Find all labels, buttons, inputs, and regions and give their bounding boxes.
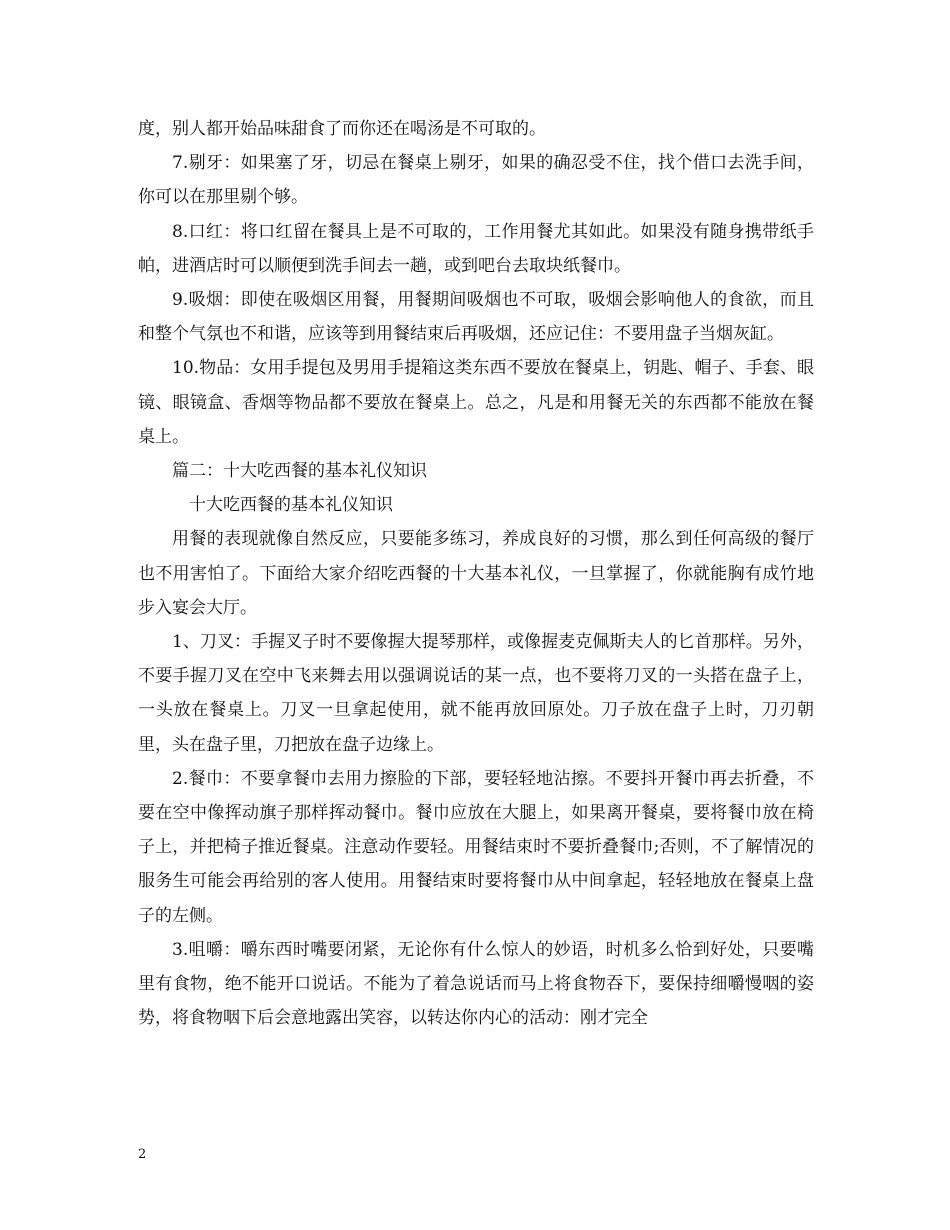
paragraph-intro: 用餐的表现就像自然反应，只要能多练习，养成良好的习惯，那么到任何高级的餐厅也不用害怕了。下面给大家介绍吃西餐的十大基本礼仪，一旦掌握了，你就能胸有成竹地步入宴会大厅。 — [138, 529, 814, 618]
paragraph-smoking: 9.吸烟：即使在吸烟区用餐，用餐期间吸烟也不可取，吸烟会影响他人的食欲，而且和整个气氛也不和谐，应该等到用餐结束后再吸烟，还应记住：不要用盘子当烟灰缸。 — [138, 290, 814, 345]
paragraph-belongings: 10.物品：女用手提包及男用手提箱这类东西不要放在餐桌上，钥匙、帽子、手套、眼镜、眼镜盒、香烟等物品都不要放在餐桌上。总之，凡是和用餐无关的东西都不能放在餐桌上。 — [138, 358, 814, 447]
paragraph-knife-fork: 1、刀叉：手握叉子时不要像握大提琴那样，或像握麦克佩斯夫人的匕首那样。另外，不要手握刀叉在空中飞来舞去用以强调说话的某一点，也不要将刀叉的一头搭在盘子上，一头放在餐桌上。刀叉一旦拿起使用，就不能再放回原处。刀子放在盘子上时，刀刃朝里，头在盘子里，刀把放在盘子边缘上。 — [138, 632, 814, 755]
section-subheading: 十大吃西餐的基本礼仪知识 — [189, 495, 393, 516]
paragraph-chewing: 3.咀嚼：嚼东西时嘴要闭紧，无论你有什么惊人的妙语，时机多么恰到好处，只要嘴里有食物，绝不能开口说话。不能为了着急说话而马上将食物吞下，要保持细嚼慢咽的姿势，将食物咽下后会意地露出笑容，以转达你内心的活动：刚才完全 — [138, 939, 814, 1029]
document-body — [138, 112, 814, 1035]
page-number: 2 — [138, 1147, 147, 1162]
paragraph-toothpick: 7.剔牙：如果塞了牙，切忌在餐桌上剔牙，如果的确忍受不住，找个借口去洗手间，你可以在那里剔个够。 — [138, 153, 814, 208]
paragraph-napkin: 2.餐巾：不要拿餐巾去用力擦脸的下部，要轻轻地沾擦。不要抖开餐巾再去折叠，不要在空中像挥动旗子那样挥动餐巾。餐巾应放在大腿上，如果离开餐桌，要将餐巾放在椅子上，并把椅子推近餐桌。注意动作要轻。用餐结束时不要折叠餐巾;否则，不了解情况的服务生可能会再给别的客人使用。用餐结束时要将餐巾从中间拿起，轻轻地放在餐桌上盘子的左侧。 — [138, 768, 814, 926]
paragraph-continuation: 度，别人都开始品味甜食了而你还在喝汤是不可取的。 — [138, 119, 546, 139]
section-heading: 篇二：十大吃西餐的基本礼仪知识 — [172, 461, 427, 482]
paragraph-lipstick: 8.口红：将口红留在餐具上是不可取的，工作用餐尤其如此。如果没有随身携带纸手帕，进酒店时可以顺便到洗手间去一趟，或到吧台去取块纸餐巾。 — [138, 221, 814, 276]
